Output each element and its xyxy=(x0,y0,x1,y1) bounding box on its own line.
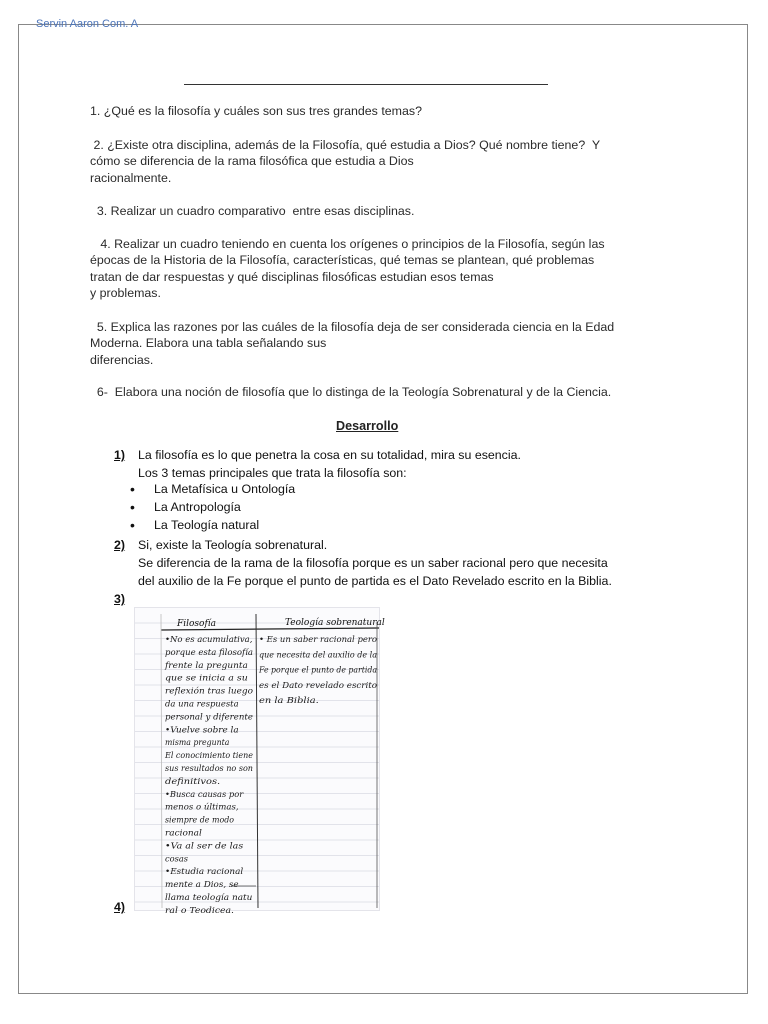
development-title: Desarrollo xyxy=(336,419,399,433)
handwritten-line: •Busca causas por xyxy=(165,789,245,800)
question-5 xyxy=(90,319,650,368)
handwritten-line: cosas xyxy=(165,854,189,865)
handwritten-line: definitivos. xyxy=(165,776,221,787)
bullet-text: La Antropología xyxy=(154,500,241,514)
handwritten-table-drawing xyxy=(135,608,385,916)
answer-number: 1) xyxy=(114,448,126,462)
handwritten-line: racional xyxy=(165,828,203,839)
question-4-line: tratan de dar respuestas y qué disciplinas filosóficas estudian esos temas xyxy=(90,269,494,284)
handwritten-header: Filosofía xyxy=(177,619,217,629)
handwritten-line: da una respuesta xyxy=(165,699,239,710)
handwritten-line: • Es un saber racional pero xyxy=(259,635,377,645)
handwritten-line: personal y diferente xyxy=(165,712,253,723)
handwritten-line: El conocimiento tiene xyxy=(164,751,253,762)
question-2-line: racionalmente. xyxy=(90,170,172,185)
handwritten-line: •Estudia racional xyxy=(165,867,244,878)
handwritten-line: sus resultados no son xyxy=(165,764,253,774)
handwritten-line: que necesita del auxilio de la xyxy=(259,650,377,661)
handwritten-line: porque esta filosofía xyxy=(165,647,254,658)
handwritten-line: Fe porque el punto de partida xyxy=(258,665,377,676)
question-2-line: cómo se diferencia de la rama filosófica que estudia a Dios xyxy=(90,154,414,169)
answer-text: La filosofía es lo que penetra la cosa en su totalidad, mira su esencia. xyxy=(138,448,521,462)
handwritten-line: misma pregunta xyxy=(165,738,230,749)
handwritten-line: •No es acumulativa, xyxy=(165,635,253,645)
question-6: 6- Elabora una noción de filosofía que lo distinga de la Teología Sobrenatural y de la Ciencia. xyxy=(90,385,612,399)
question-4-line: épocas de la Historia de la Filosofía, características, qué temas se plantean, qué problemas xyxy=(90,253,595,268)
question-2-line: 2. ¿Existe otra disciplina, además de la Filosofía, qué estudia a Dios? Qué nombre tiene? Y xyxy=(90,138,601,152)
handwritten-table-photo xyxy=(135,608,385,916)
author-header: Servin Aaron Com. A xyxy=(36,18,139,30)
bullet-text: La Metafísica u Ontología xyxy=(154,482,296,496)
handwritten-line: mente a Dios, se xyxy=(165,880,239,891)
answer-number: 3) xyxy=(114,592,126,606)
question-5-line: diferencias. xyxy=(90,352,154,367)
answer-text: Si, existe la Teología sobrenatural. xyxy=(138,538,328,552)
handwritten-line: es el Dato revelado escrito xyxy=(259,680,377,691)
question-4-line: 4. Realizar un cuadro teniendo en cuenta los orígenes o principios de la Filosofía, según las xyxy=(90,237,605,251)
question-4 xyxy=(90,236,650,301)
question-1: 1. ¿Qué es la filosofía y cuáles son sus tres grandes temas? xyxy=(90,104,422,118)
handwritten-line: menos o últimas, xyxy=(165,802,239,813)
answer-text: Se diferencia de la rama de la filosofía porque es un saber racional pero que necesita xyxy=(138,556,608,570)
question-5-line: Moderna. Elabora una tabla señalando sus xyxy=(90,336,327,351)
question-2 xyxy=(90,137,630,186)
answer-text: del auxilio de la Fe porque el punto de partida es el Dato Revelado escrito en la Biblia. xyxy=(138,574,612,588)
handwritten-line: ral o Teodicea. xyxy=(165,905,234,916)
bullet-icon: • xyxy=(130,499,135,515)
question-5-line: 5. Explica las razones por las cuáles de la filosofía deja de ser considerada ciencia en la Edad xyxy=(90,320,615,334)
bullet-icon: • xyxy=(130,481,135,497)
handwritten-line: reflexión tras luego xyxy=(165,686,250,697)
bullet-icon: • xyxy=(130,517,135,533)
handwritten-header: Teología sobrenatural xyxy=(285,618,385,628)
answer-number: 2) xyxy=(114,538,126,552)
question-4-line: y problemas. xyxy=(90,285,161,300)
handwritten-line: siempre de modo xyxy=(165,815,234,826)
question-3: 3. Realizar un cuadro comparativo entre esas disciplinas. xyxy=(90,204,415,218)
handwritten-line: en la Biblia. xyxy=(259,696,319,707)
handwritten-line: llama teología natu xyxy=(165,893,250,903)
answer-text: Los 3 temas principales que trata la filosofía son: xyxy=(138,466,407,480)
handwritten-line: •Va al ser de las xyxy=(165,841,244,852)
title-rule xyxy=(184,84,548,85)
answer-number: 4) xyxy=(114,900,126,914)
handwritten-line: que se inicia a su xyxy=(165,673,248,684)
bullet-text: La Teología natural xyxy=(154,518,260,532)
handwritten-line: frente la pregunta xyxy=(163,660,248,671)
handwritten-line: •Vuelve sobre la xyxy=(165,725,239,736)
